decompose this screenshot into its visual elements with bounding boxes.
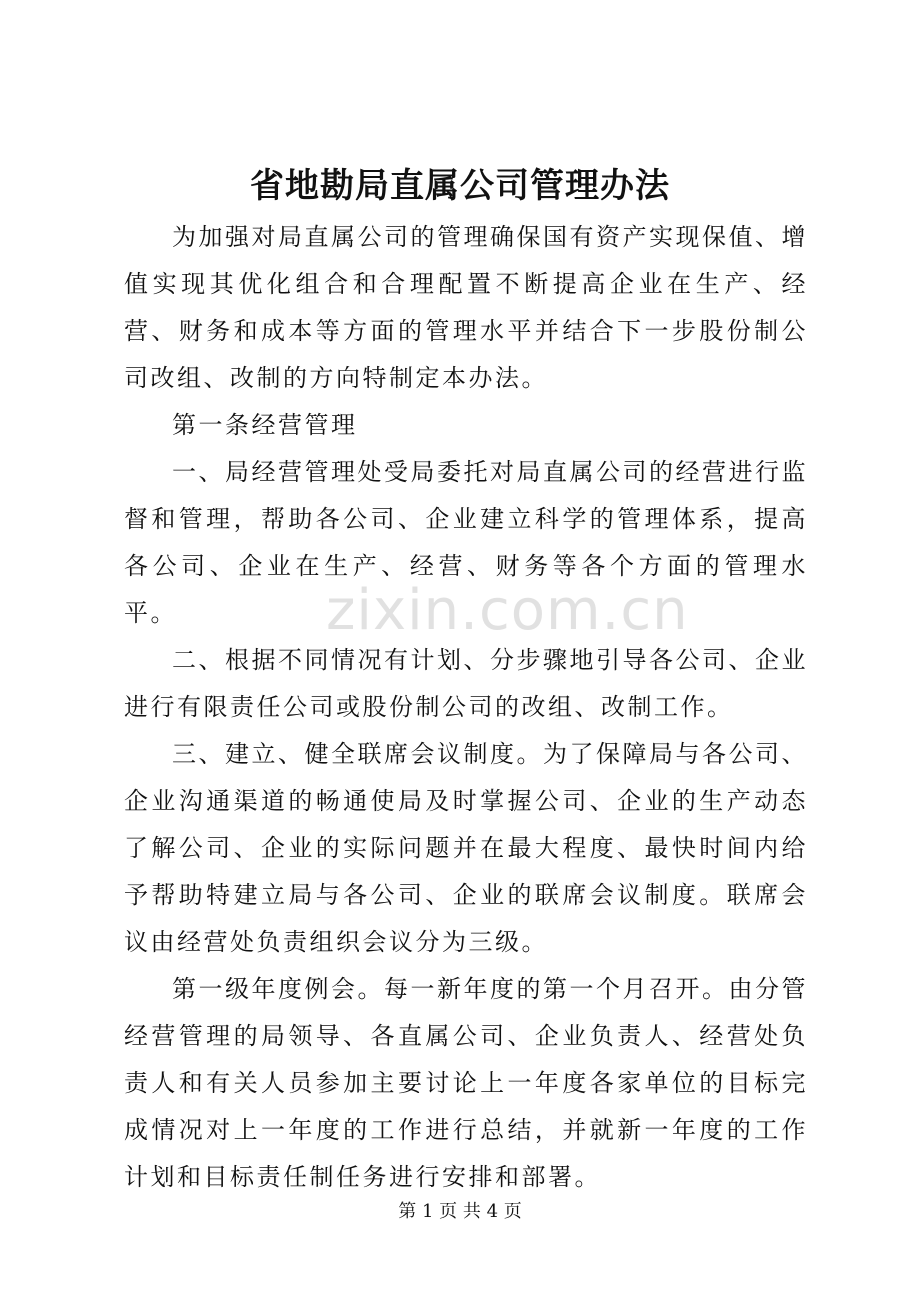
page-footer: 第 1 页 共 4 页: [398, 1201, 522, 1222]
clause-paragraph-1: 一、局经营管理处受局委托对局直属公司的经营进行监督和管理，帮助各公司、企业建立科学的管理体系，提高各公司、企业在生产、经营、财务等各个方面的管理水平。: [124, 458, 808, 627]
clause-paragraph-3: 三、建立、健全联席会议制度。为了保障局与各公司、企业沟通渠道的畅通使局及时掌握公司、企业的生产动态了解公司、企业的实际问题并在最大程度、最快时间内给予帮助特建立局与各公司、企业的联席会议制度。联席会议由经营处负责组织会议分为三级。: [124, 740, 808, 956]
meeting-level-paragraph: 第一级年度例会。每一新年度的第一个月召开。由分管经营管理的局领导、各直属公司、企业负责人、经营处负责人和有关人员参加主要讨论上一年度各家单位的目标完成情况对上一年度的工作进行总结，并就新一年度的工作计划和目标责任制任务进行安排和部署。: [124, 975, 808, 1191]
clause-paragraph-2: 二、根据不同情况有计划、分步骤地引导各公司、企业进行有限责任公司或股份制公司的改组、改制工作。: [124, 646, 808, 721]
article-heading: 第一条经营管理: [172, 411, 358, 439]
document-body: [124, 214, 808, 1201]
watermark-text: zixin.com.cn: [326, 578, 689, 643]
intro-paragraph: 为加强对局直属公司的管理确保国有资产实现保值、增值实现其优化组合和合理配置不断提高企业在生产、经营、财务和成本等方面的管理水平并结合下一步股份制公司改组、改制的方向特制定本办法。: [124, 223, 808, 392]
document-title: 省地勘局直属公司管理办法: [250, 166, 670, 206]
